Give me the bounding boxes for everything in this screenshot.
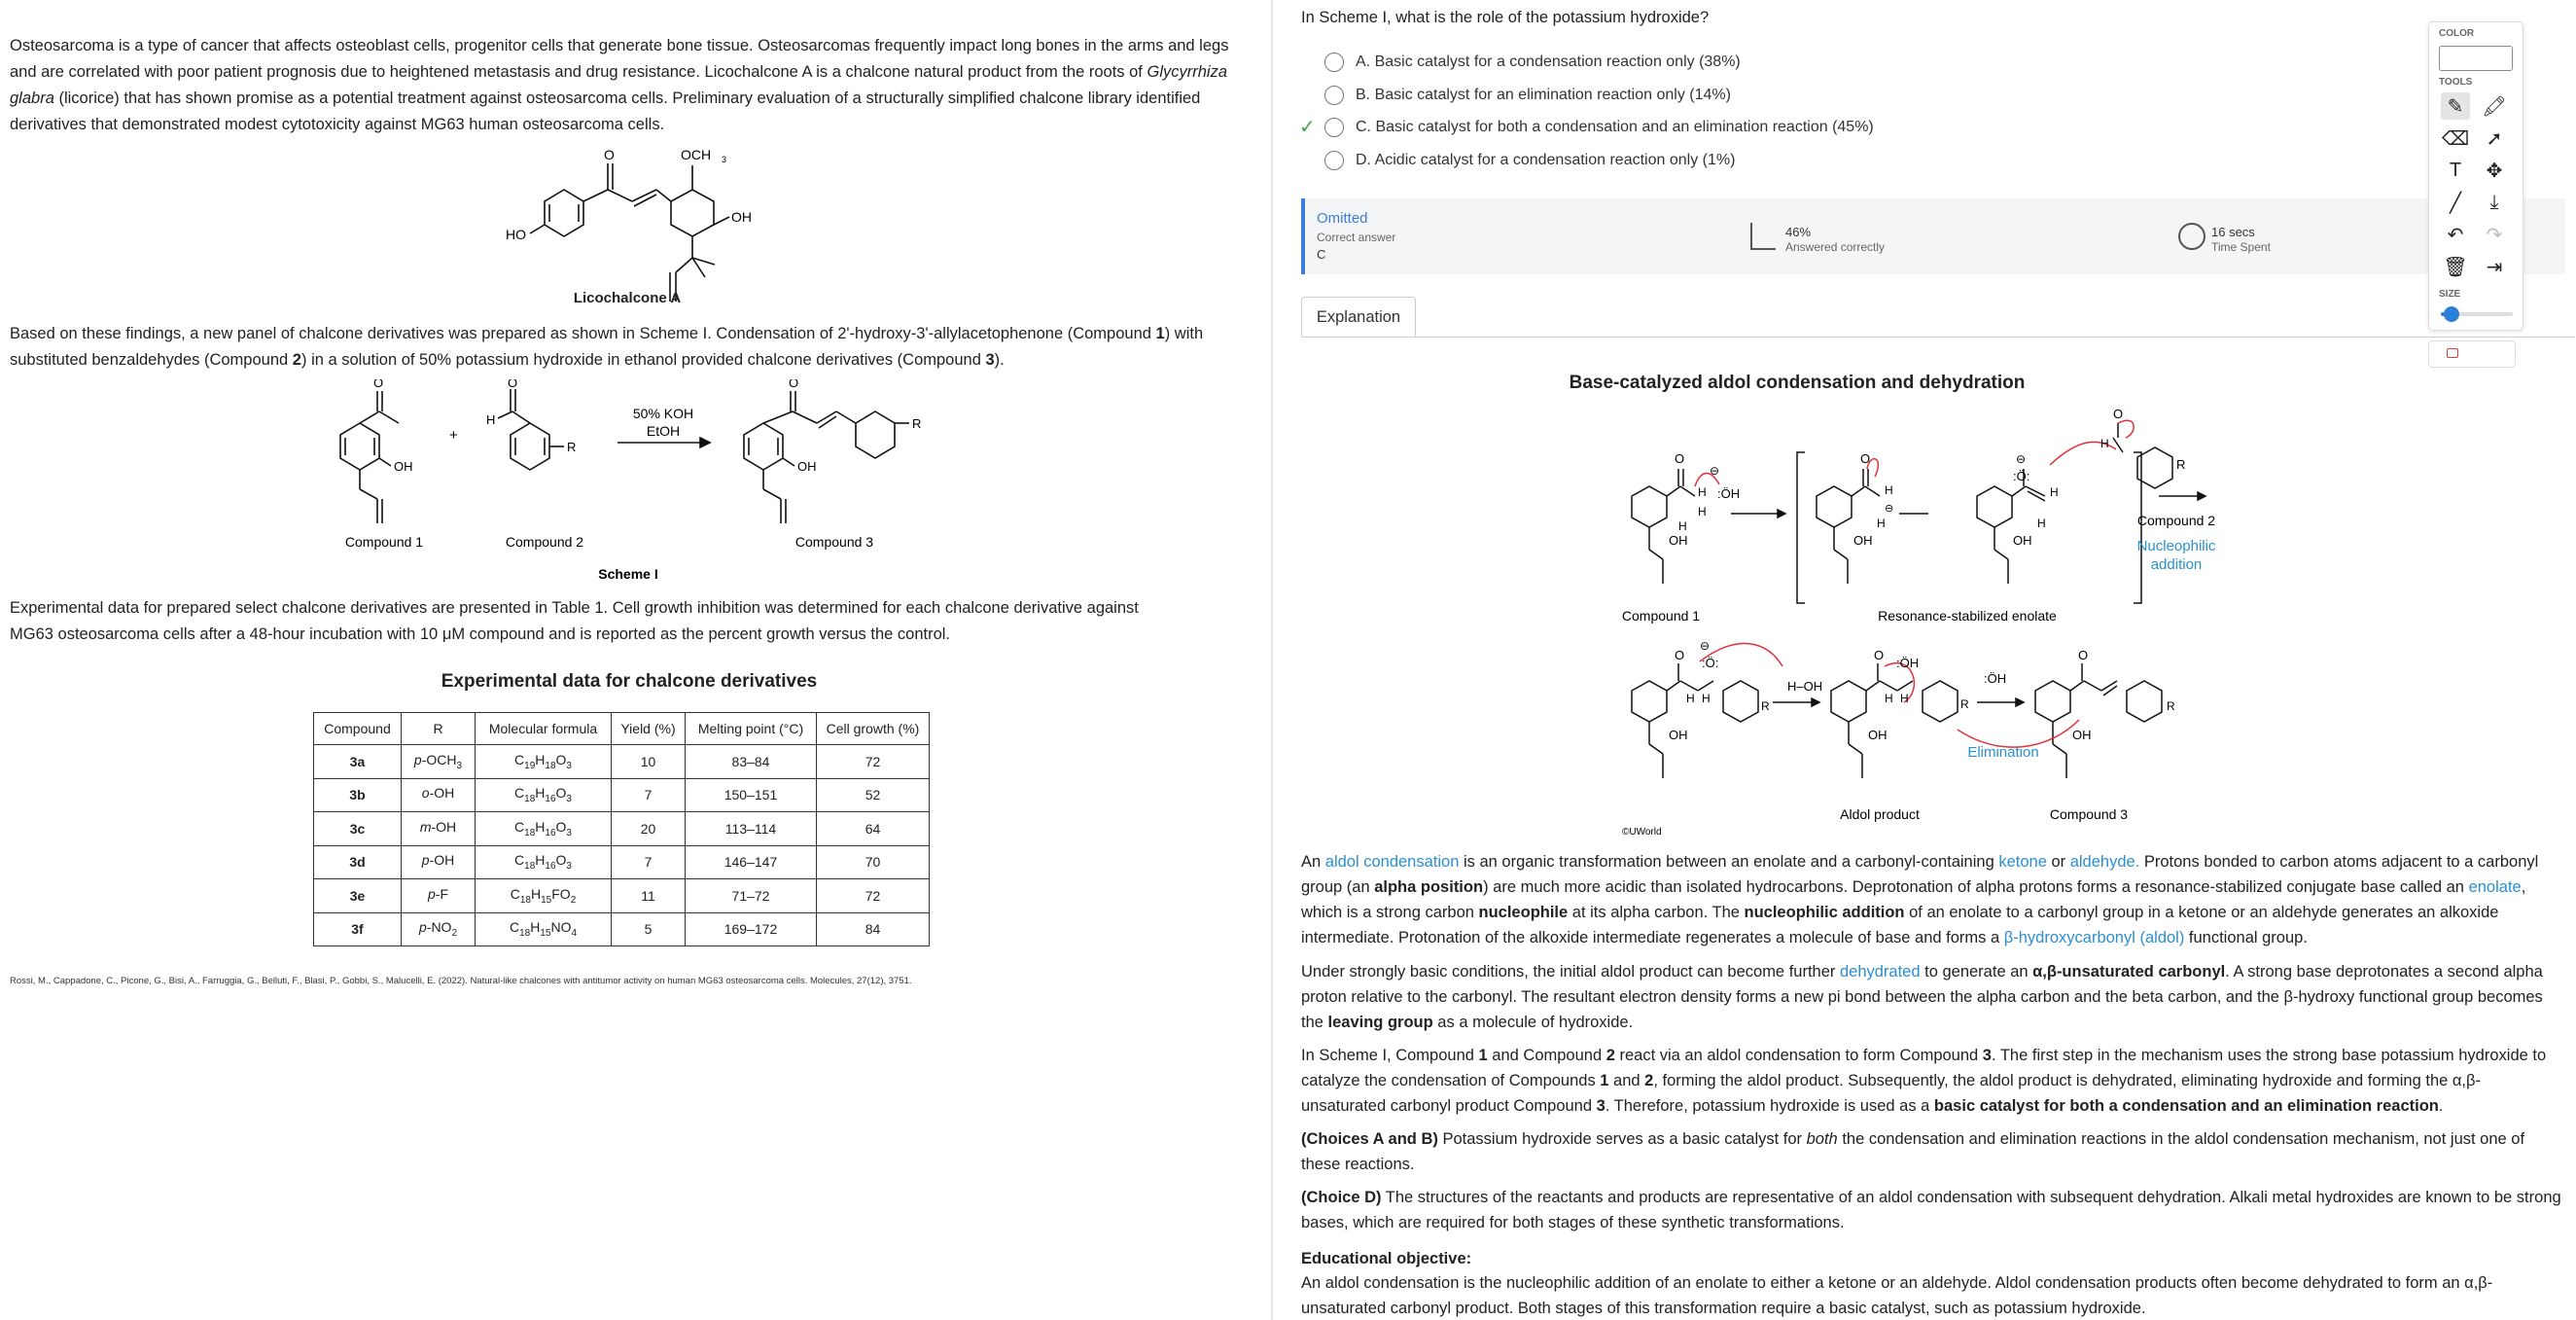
text-segment: 3	[1596, 1097, 1606, 1115]
figure-atom: H	[1702, 692, 1711, 705]
text-segment: and	[1608, 1072, 1645, 1089]
figure-atom: R	[2176, 457, 2186, 472]
licochalcone-atom-subscript: 3	[722, 155, 727, 164]
figure-atom: O	[1860, 451, 1871, 466]
minus-charge: ⊖	[1710, 464, 1720, 478]
yield-cell: 7	[612, 778, 686, 812]
figure-atom: H	[1698, 485, 1707, 499]
table-header: Molecular formula	[476, 713, 612, 745]
scheme-paragraph: Based on these findings, a new panel of chalcone derivatives was prepared as shown in Scheme I. Condensation of 2'-hydroxy-3'-allylacetophenone (Compound 1) with substituted benzaldehydes (Compound 2) in a solution of 50% potassium hydroxide in ethanol provided chalcone derivatives (Compound 3).	[10, 325, 1204, 369]
answer-pane	[1282, 0, 2576, 1320]
text-segment: or	[2046, 853, 2070, 871]
highlight-toggle-button[interactable]	[2428, 340, 2516, 368]
delete-tool[interactable]: 🗑	[2443, 256, 2468, 278]
color-label: COLOR	[2439, 28, 2475, 39]
table-row	[314, 879, 930, 913]
choice-b[interactable]	[1324, 83, 1731, 108]
licochalcone-atom: HO	[506, 227, 526, 242]
table-row	[314, 745, 930, 779]
radio-button[interactable]	[1324, 53, 1344, 72]
clock-icon	[2178, 223, 2205, 250]
figure-atom: H	[2037, 517, 2046, 530]
choice-label: D. Acidic catalyst for a condensation reaction only (1%)	[1356, 152, 1736, 168]
table-row	[314, 912, 930, 946]
figure-atom: OH	[1669, 533, 1688, 548]
minus-charge: ⊖	[1885, 503, 1894, 515]
figure-atom: H	[1885, 483, 1893, 497]
radio-button[interactable]	[1324, 151, 1344, 170]
bar-chart-icon	[1750, 223, 1776, 250]
text-segment: . The first step in the mechanism uses the strong base potassium hydroxide to catalyze the condensation of Compounds	[1301, 1047, 2547, 1089]
pen-tool[interactable]: ✎	[2441, 92, 2470, 120]
melting-point-cell: 169–172	[686, 912, 817, 946]
scheme-i-diagram	[321, 379, 1002, 584]
figure-atom: H	[2100, 437, 2109, 450]
formula-cell: $C_{18}H_{15}FO_2$	[476, 879, 612, 913]
download-tool[interactable]: ⤓	[2489, 191, 2499, 213]
aldol-product-label: Aldol product	[1840, 806, 1920, 822]
plus-sign: +	[449, 427, 458, 444]
cell-growth-cell: 70	[817, 845, 930, 879]
table-header: Compound	[314, 713, 402, 745]
text-segment: 1	[1478, 1047, 1488, 1064]
compound-1-figure-label: Compound 1	[1621, 608, 1701, 624]
licochalcone-atom: OCH	[681, 147, 712, 162]
glossary-link[interactable]: aldehyde.	[2069, 853, 2140, 871]
figure-atom: R	[2167, 699, 2175, 713]
text-segment: to generate an	[1920, 963, 2033, 981]
radio-button[interactable]	[1324, 86, 1344, 105]
hydroxide-group: :ÖH	[1896, 656, 1920, 670]
scheme-atom: O	[373, 379, 384, 390]
tab-divider	[1301, 337, 2575, 338]
scheme-atom: O	[508, 379, 518, 390]
scheme-atom: H	[486, 412, 496, 427]
table-row	[314, 812, 930, 846]
text-segment: the condensation and elimination reactions in the aldol condensation mechanism, not just one of these reactions.	[1301, 1130, 2525, 1173]
figure-atom: H	[1877, 517, 1886, 530]
correct-check-icon: ✓	[1299, 117, 1316, 138]
cell-growth-cell: 72	[817, 745, 930, 779]
explanation-paragraph-5	[1301, 1185, 2565, 1235]
choice-label: A. Basic catalyst for a condensation reaction only (38%)	[1356, 54, 1741, 70]
text-segment: Under strongly basic conditions, the initial aldol product can become further	[1301, 963, 1840, 981]
intro-paragraph: Osteosarcoma is a type of cancer that affects osteoblast cells, progenitor cells that generate bone tissue. Osteosarcomas frequently impact long bones in the arms and legs and are correlated with poor patient prognosis due to heightened metastasis and drug resistance. Licochalcone A is a chalcone natural product from the roots of Glycyrrhiza glabra (licorice) that has shown promise as a potential treatment against osteosarcoma cells. Preliminary evaluation of a structurally simplified chalcone library identified derivatives that demonstrated modest cytotoxicity against MG63 human osteosarcoma cells.	[10, 37, 1229, 133]
answer-stats-bar	[1301, 198, 2565, 274]
compound-cell: 3c	[314, 812, 402, 846]
text-segment: both	[1806, 1130, 1838, 1148]
yield-cell: 20	[612, 812, 686, 846]
formula-cell: $C_{18}H_{16}O_3$	[476, 812, 612, 846]
text-segment: .	[2438, 1097, 2444, 1115]
size-slider[interactable]	[2441, 312, 2513, 316]
melting-point-cell: 150–151	[686, 778, 817, 812]
correct-answer-label: Correct answer	[1317, 231, 1396, 244]
text-segment: , forming the aldol product. Subsequently, the aldol product is dehydrated, eliminating hydroxide and forming the α,β-unsaturated carbonyl product Compound	[1301, 1072, 2481, 1115]
choice-a[interactable]	[1324, 50, 1741, 75]
figure-atom: OH	[2072, 728, 2092, 742]
glossary-link[interactable]: ketone	[1998, 853, 2047, 871]
scheme-atom: R	[912, 416, 922, 431]
figure-title: Base-catalyzed aldol condensation and dehydration	[1569, 373, 2026, 393]
text-segment: alpha position	[1374, 878, 1484, 896]
figure-atom: O	[1675, 451, 1685, 466]
text-segment: In Scheme I, Compound	[1301, 1047, 1479, 1064]
hydroxide-ion: :ÖH	[1717, 486, 1741, 501]
text-segment: 2	[1606, 1047, 1615, 1064]
text-segment: ) are much more acidic than isolated hydrocarbons. Deprotonation of alpha protons forms a resonance-stabilized conjugate base called an	[1483, 878, 2469, 896]
text-segment: leaving group	[1327, 1014, 1433, 1031]
text-segment: Potassium hydroxide serves as a basic catalyst for	[1437, 1130, 1807, 1148]
choice-c[interactable]	[1324, 115, 1874, 140]
figure-atom: H	[1885, 692, 1893, 705]
figure-atom: H	[1900, 692, 1909, 705]
text-segment: 2	[1644, 1072, 1654, 1089]
oxide-ion: :Ö:	[2013, 469, 2030, 483]
r-cell: $p-OCH_3$	[402, 745, 476, 779]
yield-cell: 5	[612, 912, 686, 946]
oxide-ion: :Ö:	[1702, 656, 1719, 670]
move-tool[interactable]: ✥	[2486, 160, 2503, 182]
data-paragraph: Experimental data for prepared select chalcone derivatives are presented in Table 1. Cell growth inhibition was determined for each chalcone derivative against MG63 osteosarcoma cells after a 48-hour incubation with 10 μM compound and is reported as the percent growth versus the control.	[10, 599, 1139, 643]
text-tool[interactable]: T	[2449, 159, 2462, 181]
glossary-link[interactable]: β-hydroxycarbonyl (aldol)	[2003, 929, 2185, 946]
water-molecule: H–OH	[1787, 679, 1823, 694]
text-segment: An	[1301, 853, 1325, 871]
text-segment: functional group.	[2184, 929, 2308, 946]
melting-point-cell: 71–72	[686, 879, 817, 913]
text-segment: (Choice D)	[1301, 1189, 1382, 1206]
licochalcone-atom: OH	[731, 209, 752, 225]
figure-atom: OH	[1853, 533, 1873, 548]
explanation-paragraph-4	[1301, 1126, 2565, 1177]
figure-atom: H	[1698, 505, 1707, 518]
r-cell: p-OH	[402, 845, 476, 879]
licochalcone-atom: O	[604, 147, 615, 162]
text-segment: basic catalyst for both a condensation and an elimination reaction	[1933, 1097, 2439, 1115]
mechanism-figure	[1593, 399, 2274, 846]
scheme-title: Scheme I	[598, 566, 658, 582]
compound-3-figure-label: Compound 3	[2049, 806, 2129, 822]
table-header: R	[402, 713, 476, 745]
formula-cell: $C_{18}H_{16}O_3$	[476, 778, 612, 812]
text-segment: react via an aldol condensation to form Compound	[1614, 1047, 1983, 1064]
correct-answer-value: C	[1317, 247, 1326, 262]
scheme-atom: OH	[797, 459, 817, 474]
elimination-label: Elimination	[1967, 744, 2039, 761]
percent-correct: 46%	[1785, 225, 1812, 239]
undo-tool[interactable]: ↶	[2447, 224, 2464, 246]
size-slider-knob[interactable]	[2444, 306, 2459, 322]
figure-atom: H	[1678, 519, 1687, 533]
text-segment: as a molecule of hydroxide.	[1432, 1014, 1634, 1031]
figure-atom: O	[1874, 648, 1885, 662]
figure-atom: O	[2113, 407, 2124, 421]
formula-cell: $C_{19}H_{18}O_3$	[476, 745, 612, 779]
line-tool[interactable]: ╱	[2449, 192, 2462, 214]
cell-growth-cell: 64	[817, 812, 930, 846]
formula-cell: $C_{18}H_{16}O_3$	[476, 845, 612, 879]
objective-text: An aldol condensation is the nucleophilic addition of an enolate to either a ketone or an aldehyde. Aldol condensation products often become dehydrated to form an α,β-unsaturated carbonyl product. Both stages of this transformation require a basic catalyst, such as potassium hydroxide.	[1301, 1274, 2493, 1317]
scheme-atom: R	[567, 440, 577, 454]
reagents-top: 50% KOH	[632, 406, 694, 421]
eraser-tool[interactable]: ⌫	[2441, 127, 2470, 150]
text-segment: (Choices A and B)	[1301, 1130, 1438, 1148]
scheme-atom: OH	[394, 459, 413, 474]
compound-cell: 3d	[314, 845, 402, 879]
text-segment: . A strong base deprotonates a second alpha proton relative to the carbonyl. The resultant electron density forms a new pi bond between the alpha carbon and the beta carbon, and the β-hydroxy functional group becomes the	[1301, 963, 2543, 1031]
table-header-row	[314, 713, 930, 745]
question-text: In Scheme I, what is the role of the potassium hydroxide?	[1301, 9, 1710, 26]
choice-label: B. Basic catalyst for an elimination reaction only (14%)	[1356, 87, 1731, 103]
highlighter-tool[interactable]: 🖍	[2482, 95, 2507, 118]
color-picker[interactable]	[2439, 46, 2513, 71]
compound-cell: 3f	[314, 912, 402, 946]
reagents-bottom: EtOH	[646, 423, 681, 439]
compound-2-label: Compound 2	[505, 534, 584, 550]
melting-point-cell: 146–147	[686, 845, 817, 879]
text-segment: of an enolate to a carbonyl group in a ketone or an aldehyde generates an alkoxide intermediate. Protonation of the alkoxide intermediate regenerates a molecule of base and forms a	[1301, 904, 2499, 946]
figure-atom: H	[1686, 692, 1695, 705]
text-segment: at its alpha carbon. The	[1568, 904, 1745, 921]
licochalcone-label: Licochalcone A	[573, 290, 682, 306]
r-cell: p-F	[402, 879, 476, 913]
r-cell: o-OH	[402, 778, 476, 812]
figure-atom: R	[1761, 699, 1770, 713]
melting-point-cell: 83–84	[686, 745, 817, 779]
figure-atom: OH	[2013, 533, 2032, 548]
redo-tool[interactable]: ↷	[2486, 224, 2503, 246]
r-cell: $p-NO_2$	[402, 912, 476, 946]
compound-cell: 3e	[314, 879, 402, 913]
glossary-link[interactable]: enolate	[2468, 878, 2522, 896]
nucleophilic-label: Nucleophilic	[2136, 538, 2216, 554]
data-table	[313, 712, 930, 946]
choice-d[interactable]	[1324, 148, 1735, 173]
highlight-icon	[2447, 348, 2458, 358]
pointer-tool[interactable]: ➚	[2486, 127, 2503, 150]
figure-atom: O	[1675, 648, 1685, 662]
figure-atom: OH	[1868, 728, 1888, 742]
citation: Rossi, M., Cappadone, C., Picone, G., Bisi, A., Farruggia, G., Belluti, F., Blasi, P., Gobbi, S., Malucelli, E. (2022). Natural-like chalcones with antitumor activity on human MG63 osteosarcoma cells. Molecules, 27(12), 3751.	[10, 976, 912, 986]
glossary-link[interactable]: aldol condensation	[1324, 853, 1460, 871]
choice-label: C. Basic catalyst for both a condensation and an elimination reaction (45%)	[1356, 119, 1874, 135]
pane-divider[interactable]	[1271, 0, 1273, 1320]
explanation-paragraph-2	[1301, 959, 2565, 1035]
text-segment: α,β-unsaturated carbonyl	[2032, 963, 2226, 981]
licochalcone-a-structure	[486, 136, 778, 311]
glossary-link[interactable]: dehydrated	[1839, 963, 1921, 981]
text-segment: and Compound	[1487, 1047, 1606, 1064]
radio-button[interactable]	[1324, 118, 1344, 137]
cell-growth-cell: 84	[817, 912, 930, 946]
figure-atom: R	[1960, 697, 1969, 711]
figure-atom: H	[2050, 485, 2059, 499]
figure-atom: O	[2078, 648, 2089, 662]
yield-cell: 11	[612, 879, 686, 913]
text-segment: nucleophilic addition	[1744, 904, 1905, 921]
percent-correct-label: Answered correctly	[1785, 240, 1886, 254]
status-omitted: Omitted	[1317, 210, 1368, 227]
enolate-label: Resonance-stabilized enolate	[1878, 608, 2057, 624]
tools-label: TOOLS	[2439, 77, 2473, 88]
r-cell: m-OH	[402, 812, 476, 846]
minus-charge: ⊖	[1700, 639, 1711, 653]
compound-cell: 3b	[314, 778, 402, 812]
table-row	[314, 778, 930, 812]
passage-pane	[0, 0, 1269, 1320]
size-label: SIZE	[2439, 289, 2461, 300]
explanation-paragraph-3	[1301, 1043, 2565, 1119]
text-segment: 3	[1982, 1047, 1992, 1064]
text-segment: Protons bonded to carbon atoms adjacent to a carbonyl group (an	[1301, 853, 2539, 896]
time-spent: 16 secs	[2211, 225, 2255, 239]
compound-3-label: Compound 3	[794, 534, 874, 550]
minus-charge: ⊖	[2016, 452, 2027, 466]
hydroxide-ion: :ÖH	[1984, 671, 2007, 686]
melting-point-cell: 113–114	[686, 812, 817, 846]
compound-cell: 3a	[314, 745, 402, 779]
compound-2-figure-label: Compound 2	[2136, 513, 2216, 528]
drawing-palette	[2428, 21, 2523, 331]
table-row	[314, 845, 930, 879]
text-segment: , which is a strong carbon	[1301, 878, 2526, 921]
table-header: Yield (%)	[612, 713, 686, 745]
tab-explanation[interactable]: Explanation	[1301, 297, 1416, 338]
cell-growth-cell: 72	[817, 879, 930, 913]
table-title: Experimental data for chalcone derivatives	[441, 671, 818, 692]
table-header: Cell growth (%)	[817, 713, 930, 745]
text-segment: 1	[1600, 1072, 1609, 1089]
table-header: Melting point (°C)	[686, 713, 817, 745]
time-spent-label: Time Spent	[2211, 240, 2271, 254]
figure-atom: OH	[1669, 728, 1688, 742]
text-segment: . Therefore, potassium hydroxide is used as a	[1605, 1097, 1934, 1115]
text-segment: is an organic transformation between an enolate and a carbonyl-containing	[1459, 853, 1999, 871]
formula-cell: $C_{18}H_{15}NO_4$	[476, 912, 612, 946]
objective-title: Educational objective:	[1301, 1250, 1472, 1267]
addition-label: addition	[2150, 556, 2203, 573]
yield-cell: 10	[612, 745, 686, 779]
compound-1-label: Compound 1	[344, 534, 424, 550]
explanation-paragraph-1	[1301, 849, 2565, 950]
yield-cell: 7	[612, 845, 686, 879]
text-segment: nucleophile	[1478, 904, 1569, 921]
copyright: ©UWorld	[1622, 827, 1662, 838]
text-segment: The structures of the reactants and products are representative of an aldol condensation with subsequent dehydration. Alkali metal hydroxides are known to be strong bases, which are required for both stages of these synthetic transformations.	[1301, 1189, 2561, 1231]
cell-growth-cell: 52	[817, 778, 930, 812]
exit-tool[interactable]: ⇥	[2486, 256, 2503, 278]
scheme-atom: O	[789, 379, 799, 390]
